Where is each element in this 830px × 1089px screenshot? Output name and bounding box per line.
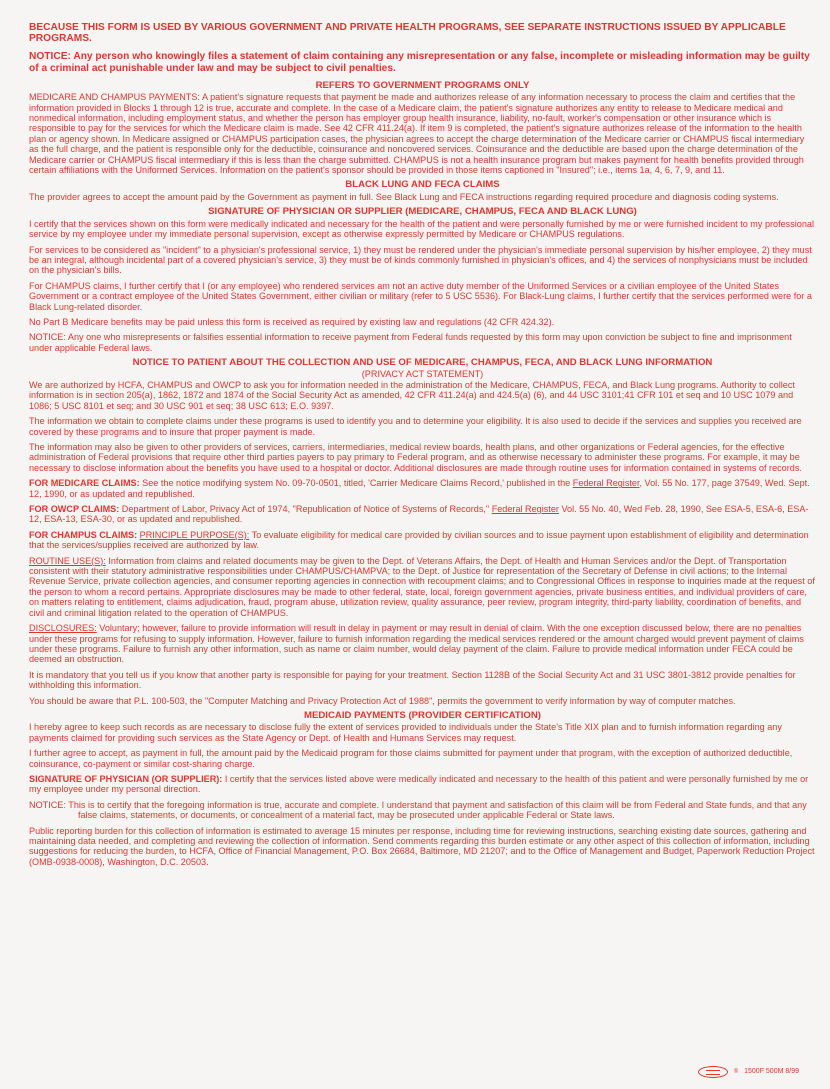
privacy-subheading: (PRIVACY ACT STATEMENT) (361, 368, 484, 379)
medicaid-p2: I further agree to accept, as payment in full, the amount paid by the Medicaid program for those claims submitted for payment under that program, with the exception of authorized deductible, coinsurance, co-payment or similar cost-sharing charge. (29, 748, 793, 769)
medicaid-signature-label: SIGNATURE OF PHYSICIAN (OR SUPPLIER): (29, 773, 223, 784)
signature-p1: I certify that the services shown on this form were medically indicated and necessary for the health of the patient and were personally furnished by me or were furnished incident to my professional service by my employee under my immediate personal supervision, except as otherwise expressly permitted by Medicare or CHAMPUS regulations. (29, 218, 814, 240)
gov-programs-text: MEDICARE AND CHAMPUS PAYMENTS: A patient's signature requests that payment be made and authorizes release of any information necessary to process the claim and certifies that the information provided in Blocks 1 through 12 is true, accurate and complete. In the case of a Medicare claim, the patient's signature authorizes any entity to release to Medicare medical and nonmedical information, including employment status, and whether the person has employer group health insurance, liability, no-fault, worker's compensation or other insurance which is responsible to pay for the services for which the Medicare claim is made. See 42 CFR 411.24(a). If item 9 is completed, the patient's signature authorizes release of the information to the health plan or agency shown. In Medicare assigned or CHAMPUS participation cases, the physician agrees to accept the charge determination of the Medicare carrier or CHAMPUS fiscal intermediary as the full charge, and the patient is responsible only for the deductible, coinsurance and noncovered services. Coinsurance and the deductible are based upon the charge determination of the Medicare carrier or CHAMPUS fiscal intermediary if this is less than the charge submitted. CHAMPUS is not a health insurance program but makes payment for health benefits provided through certain affiliations with the Uniformed Services. Information on the patient's sponsor should be provided in those items captioned in "Insured"; i.e., items 1a, 4, 6, 7, 9, and 11. (29, 92, 805, 176)
medicaid-notice-paragraph (29, 800, 816, 821)
disclosures-label: DISCLOSURES: (29, 623, 97, 634)
signature-p4: No Part B Medicare benefits may be paid unless this form is received as required by existing law and regulations (42 CFR 424.32). (29, 316, 555, 327)
gov-programs-heading: REFERS TO GOVERNMENT PROGRAMS ONLY (315, 79, 530, 91)
medicaid-notice-label: NOTICE: (29, 799, 66, 810)
champus-purpose-label: PRINCIPLE PURPOSE(S): (139, 529, 250, 540)
medicare-claims-paragraph (29, 478, 816, 499)
disclosures-paragraph (29, 623, 816, 665)
medicare-claims-label: FOR MEDICARE CLAIMS: (29, 478, 140, 489)
champus-claims-label: FOR CHAMPUS CLAIMS: (29, 529, 138, 540)
owcp-federal-register: Federal Register (491, 504, 559, 515)
black-lung-text: The provider agrees to accept the amount paid by the Government as payment in full. See Black Lung and FECA instructions regarding required procedure and diagnosis coding systems. (29, 191, 779, 202)
routine-use-label: ROUTINE USE(S): (29, 555, 106, 566)
medicaid-signature-paragraph (29, 774, 816, 795)
signature-heading: SIGNATURE OF PHYSICIAN OR SUPPLIER (MEDICARE, CHAMPUS, FECA AND BLACK LUNG) (208, 206, 637, 218)
medicaid-notice-text: This is to certify that the foregoing information is true, accurate and complete. I understand that payment and satisfaction of this claim will be from Federal and State funds, and that any false claims, statements, or documents, or concealment of a material fact, may be prosecuted under applicable Federal or State laws. (68, 799, 807, 821)
medicaid-heading: MEDICAID PAYMENTS (PROVIDER CERTIFICATION) (303, 709, 541, 721)
mandatory-paragraph: It is mandatory that you tell us if you know that another party is responsible for paying for your treatment. Section 1128B of the Social Security Act and 31 USC 3801-3812 provide penalties for withholding this information. (29, 669, 796, 691)
registered-mark-icon: ® (733, 1069, 739, 1075)
privacy-p3: The information may also be given to other providers of services, carriers, intermediaries, medical review boards, health plans, and other organizations or Federal agencies, for the effective administration of Federal provisions that require other third parties payers to pay primary to Federal program, and as otherwise necessary to administer these programs. For example, it may be necessary to disclose information about the benefits you have used to a hospital or doctor. Additional disclosures are made through routine uses for information contained in systems of records. (29, 442, 802, 473)
owcp-claims-paragraph (29, 504, 816, 525)
routine-use-paragraph (29, 556, 816, 618)
disclosures-text: Voluntary; however, failure to provide information will result in delay in payment or may result in denial of claim. With the one exception discussed below, there are no penalties under these programs for refusing to supply information. However, failure to furnish information regarding the medical services rendered or the amount charged would prevent payment of claims under these programs. Failure to furnish any other information, such as name or claim number, would delay payment of the claim. Failure to provide medical information under FECA could be deemed an obstruction. (29, 623, 804, 665)
privacy-p1: We are authorized by HCFA, CHAMPUS and OWCP to ask you for information needed in the administration of the Medicare, CHAMPUS, FECA, and Black Lung programs. Authority to collect information is in section 205(a), 1862, 1872 and 1874 of the Social Security Act as amended, 42 CFR 411.24(a) and 424.5(a) (6), and 44 USC 3101;41 CFR 101 et seq and 10 USC 1079 and 1086; 5 USC 8101 et seq; and 30 USC 901 et seq; 38 USC 613; E.O. 9397. (29, 379, 795, 411)
footer (698, 1066, 799, 1078)
champus-claims-text: To evaluate eligibility for medical care provided by civilian sources and to issue payment upon establishment of eligibility and determination that the services/supplies received are authorized by law. (29, 529, 809, 551)
medicaid-signature-text: I certify that the services listed above were medically indicated and necessary to the health of this patient and were personally furnished by me or my employee under my personal direction. (29, 773, 809, 795)
routine-use-text: Information from claims and related documents may be given to the Dept. of Veterans Affairs, the Dept. of Health and Human Services and/or the Dept. of Transportation consistent with their statutory administrative responsibilities under CHAMPUS/CHAMPVA; to the Dept. of Justice for representation of the Secretary of Defense in civil actions; to the Internal Revenue Service, private collection agencies, and consumer reporting agencies in connection with recoupment claims; and to Congressional Offices in response to inquiries made at the request of the person to whom a record pertains. Appropriate disclosures may be made to other federal, state, local, foreign government agencies, private business entities, and individual providers of care, on matters relating to entitlement, claims adjudication, fraud, program abuse, utilization review, quality assurance, peer review, program integrity, third-party liability, coordination of benefits, and civil and criminal litigation related to the operation of CHAMPUS. (29, 555, 815, 618)
owcp-claims-text-b: Vol. 55 No. 40, Wed Feb. 28, 1990, See ESA-5, ESA-6, ESA-12, ESA-13, ESA-30, or as updated and republished. (29, 504, 809, 525)
burden-paragraph: Public reporting burden for this collection of information is estimated to average 15 minutes per response, including time for reviewing instructions, searching existing date sources, gathering and maintaining data needed, and completing and reviewing the collection of information. Send comments regarding this burden estimate or any other aspect of this collection of information, including suggestions for reducing the burden, to HCFA, Office of Financial Management, P.O. Box 26684, Baltimore, MD 21207; and to the Office of Management and Budget, Paperwork Reduction Project (OMB-0938-0008), Washington, D.C. 20503. (29, 825, 815, 867)
owcp-claims-label: FOR OWCP CLAIMS: (29, 504, 120, 515)
top-notice: BECAUSE THIS FORM IS USED BY VARIOUS GOVERNMENT AND PRIVATE HEALTH PROGRAMS, SEE SEPARATE INSTRUCTIONS ISSUED BY APPLICABLE PROGRAMS. (29, 22, 786, 45)
medicare-claims-text-a: See the notice modifying system No. 09-70-0501, titled, 'Carrier Medicare Claims Record,' published in the (142, 478, 571, 489)
medicare-federal-register: Federal Register (572, 478, 640, 489)
signature-p5: NOTICE: Any one who misrepresents or falsifies essential information to receive payment from Federal funds requested by this form may upon conviction be subject to fine and imprisonment under applicable Federal laws. (29, 332, 792, 353)
medicaid-p1: I hereby agree to keep such records as are necessary to disclose fully the extent of services provided to individuals under the State's Title XIX plan and to furnish information regarding any payments claimed for providing such services as the State Agency or Dept. of Health and Humans Services may request. (29, 722, 782, 743)
printer-logo-icon (698, 1066, 728, 1078)
owcp-claims-text-a: Department of Labor, Privacy Act of 1974, "Republication of Notice of Systems of Records," (121, 504, 490, 515)
champus-claims-paragraph (29, 530, 816, 551)
fraud-notice: NOTICE: Any person who knowingly files a statement of claim containing any misrepresentation or any false, incomplete or misleading information may be guilty of a criminal act punishable under law and may be subject to civil penalties. (29, 51, 810, 74)
black-lung-heading: BLACK LUNG AND FECA CLAIMS (345, 179, 500, 191)
privacy-p2: The information we obtain to complete claims under these programs is used to identify you and to determine your eligibility. It is also used to decide if the services and supplies you received are covered by these programs and to insure that proper payment is made. (29, 416, 802, 437)
form-code: 1500F 500M 8/99 (744, 1068, 799, 1075)
signature-p3: For CHAMPUS claims, I further certify that I (or any employee) who rendered services am not an active duty member of the Uniformed Services or a civilian employee of the United States Government or a contract employee of the United States Government, either civilian or military (refer to 5 USC 5536). For Black-Lung claims, I further certify that the services performed were for a Black Lung-related disorder. (29, 280, 812, 312)
signature-p2: For services to be considered as "incident" to a physician's professional service, 1) they must be rendered under the physician's immediate personal supervision by his/her employee, 2) they must be an integral, although incidental part of a covered physician's service, 3) they must be of kinds commonly furnished in physician's offices, and 4) the services of nonphysicians must be included on the physician's bills. (29, 244, 812, 276)
medicare-claims-text-b: , Vol. 55 No. 177, page 37549, Wed. Sept. 12, 1990, or as updated and republished. (29, 478, 810, 499)
privacy-heading: NOTICE TO PATIENT ABOUT THE COLLECTION AND USE OF MEDICARE, CHAMPUS, FECA, AND BLACK LUNG INFORMATION (132, 357, 713, 369)
matching-paragraph: You should be aware that P.L. 100-503, the "Computer Matching and Privacy Protection Act of 1988", permits the government to verify information by way of computer matches. (29, 695, 736, 706)
